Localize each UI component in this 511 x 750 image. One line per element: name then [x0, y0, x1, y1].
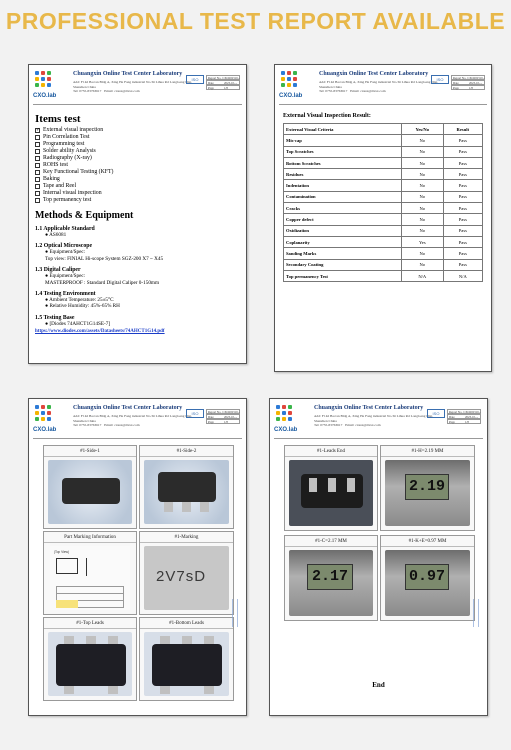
section-title: 1.2 Optical Microscope — [35, 243, 93, 250]
table-cell: Copper defect — [284, 214, 402, 225]
table-cell: Pass — [443, 203, 482, 214]
table-cell: Pass — [443, 248, 482, 259]
table-row — [284, 157, 483, 168]
photo-caption: #1-C=2.17 MM — [285, 536, 377, 547]
photo-caption: #1-Top Leads — [44, 618, 136, 629]
report-header — [33, 65, 242, 105]
chip-photo — [289, 460, 373, 526]
iso-badge: ISO — [186, 75, 204, 84]
bullet: ● Equipment/Spec: — [45, 273, 86, 280]
diagram-title: (Top View) — [54, 550, 69, 554]
table-cell: Top permanency Test — [284, 270, 402, 281]
report-header — [279, 65, 487, 105]
table-row — [284, 259, 483, 270]
test-item-label: External visual inspection — [43, 127, 104, 133]
caliper-reading: 2.17 — [307, 564, 353, 590]
table-cell: Coplanarity — [284, 236, 402, 247]
caliper-photo — [385, 460, 470, 526]
section-title: 1.1 Applicable Standard — [35, 226, 95, 232]
section-title: 1.5 Testing Base — [35, 314, 75, 321]
table-cell: No — [401, 248, 443, 259]
photo-caliper-h — [380, 445, 475, 531]
test-item-label: Internal visual inspection — [43, 190, 102, 196]
test-item-label: Tape and Reel — [43, 183, 77, 189]
test-item — [35, 141, 240, 148]
photo-bottom-leads — [139, 617, 234, 701]
table-cell: Pass — [443, 146, 482, 157]
lab-address: Add: Fl 4# Bao'an Bldg A, Xing He Fang industrial No.3# Lihua Rd LongGang Dist. Shenzhen China Tel: 0755-83763617 Email: cxtest@dxxx.com — [314, 414, 434, 427]
photo-marking — [139, 531, 234, 615]
bullet-detail: Top view: FINIAL Hi-scope System SGZ-200 X7 ~ X45 — [45, 255, 164, 262]
test-item — [35, 169, 240, 176]
checkbox-icon — [35, 163, 40, 168]
test-item-label: Pin Correlation Test — [43, 134, 90, 140]
caliper-reading: 0.97 — [405, 564, 449, 590]
table-cell: No — [401, 203, 443, 214]
marking-diagram — [50, 546, 130, 610]
checkbox-icon — [35, 156, 40, 161]
lab-logo-icon — [35, 405, 59, 429]
report-header — [33, 399, 242, 439]
chip-photo — [144, 460, 229, 524]
datasheet-link[interactable]: https://www.diodes.com/assets/Datasheets/74AHCT1G14.pdf — [35, 329, 165, 335]
test-item — [35, 190, 240, 197]
items-test-title: Items test — [35, 113, 81, 125]
report-meta: Report No. CXO202310... Date 2023-10-... Page 1/8 — [208, 410, 240, 424]
methods-title: Methods & Equipment — [35, 210, 134, 221]
checkbox-icon — [35, 191, 40, 196]
photo-top-leads — [43, 617, 137, 701]
test-item-label: Key Functional Testing (KFT) — [43, 169, 114, 175]
table-cell: Pass — [443, 225, 482, 236]
photo-caption: Part Marking Information — [44, 532, 136, 543]
report-meta: Report No. CXO202310... Date 2023-10-... Page 1/8 — [208, 76, 240, 90]
lab-address: Add: Fl 4# Bao'an Bldg A, Xing He Fang industrial No.3# Lihua Rd LongGang Dist. Shenzhen China Tel: 0755-83763617 Email: cxtest@dxxx.com — [73, 80, 193, 93]
section-title: 1.3 Digital Caliper — [35, 267, 81, 274]
photo-caption: #1-Marking — [140, 532, 233, 543]
logo-text: CXO.lab — [279, 93, 303, 99]
table-row — [284, 146, 483, 157]
checkbox-icon — [35, 184, 40, 189]
table-row — [284, 191, 483, 202]
table-row — [284, 180, 483, 191]
table-cell: Pass — [443, 236, 482, 247]
table-row — [284, 214, 483, 225]
photo-side-1 — [43, 445, 137, 529]
caliper-photo — [385, 550, 470, 616]
chip-photo — [48, 632, 132, 696]
photo-caption: #1-H=2.19 MM — [381, 446, 474, 457]
lab-title: Chuangxin Online Test Center Laboratory — [73, 71, 183, 77]
report-page-4 — [269, 398, 488, 716]
items-list — [35, 127, 240, 204]
test-item — [35, 127, 240, 134]
table-cell: No — [401, 191, 443, 202]
caliper-reading: 2.19 — [405, 474, 449, 500]
inspection-result-title: External Visual Inspection Result: — [283, 113, 371, 119]
lab-logo-icon — [281, 71, 305, 95]
table-cell: Oxidization — [284, 225, 402, 236]
part-marking-info — [43, 531, 137, 615]
chip-photo — [144, 632, 229, 696]
table-cell: N/A — [443, 270, 482, 281]
table-row — [284, 270, 483, 281]
table-cell: Pass — [443, 191, 482, 202]
bullet: ● Ambient Temperature: 25±5°C — [45, 297, 114, 304]
table-header: Yes/No — [401, 124, 443, 135]
report-page-2 — [274, 64, 492, 372]
photo-caption: #1-Side-1 — [44, 446, 136, 457]
photo-caption: #1-Leads End — [285, 446, 377, 457]
bullet: ● [Diodes 74AHCT1G14SE-7] — [45, 320, 111, 327]
test-item — [35, 148, 240, 155]
marking-photo — [144, 546, 229, 610]
lab-address: Add: Fl 4# Bao'an Bldg A, Xing He Fang industrial No.3# Lihua Rd LongGang Dist. Shenzhen China Tel: 0755-83763617 Email: cxtest@dxxx.com — [319, 80, 439, 93]
checkbox-icon — [35, 177, 40, 182]
caliper-photo — [289, 550, 373, 616]
photo-side-2 — [139, 445, 234, 529]
bullet: ● Equipment/Spec: — [45, 249, 86, 256]
iso-badge: ISO — [427, 409, 445, 418]
test-item-label: ROHS test — [43, 162, 68, 168]
report-page-1 — [28, 64, 247, 364]
test-item — [35, 197, 240, 204]
table-cell: Pass — [443, 135, 482, 146]
checkbox-icon — [35, 198, 40, 203]
table-cell: Pass — [443, 180, 482, 191]
test-item — [35, 155, 240, 162]
lab-logo-icon — [35, 71, 59, 95]
page-edge-mark — [473, 599, 479, 627]
chip-photo — [48, 460, 132, 524]
table-cell: Indentation — [284, 180, 402, 191]
logo-text: CXO.lab — [274, 427, 298, 433]
table-cell: Pass — [443, 259, 482, 270]
checkbox-icon — [35, 142, 40, 147]
test-item — [35, 134, 240, 141]
checkbox-icon — [35, 170, 40, 175]
photo-leads-end — [284, 445, 378, 531]
table-cell: No — [401, 135, 443, 146]
table-cell: No — [401, 157, 443, 168]
table-row — [284, 236, 483, 247]
marking-text: 2V7sD — [156, 568, 207, 585]
table-cell: No — [401, 259, 443, 270]
table-cell: Secondary Coating — [284, 259, 402, 270]
photo-caption: #1-K+E=0.97 MM — [381, 536, 474, 547]
lab-title: Chuangxin Online Test Center Laboratory — [314, 405, 424, 411]
test-item-label: Top permanency test — [43, 197, 92, 203]
table-row — [284, 203, 483, 214]
iso-badge: ISO — [186, 409, 204, 418]
bullet: ● AS6081 — [45, 232, 67, 238]
table-cell: No — [401, 225, 443, 236]
table-cell: Pass — [443, 169, 482, 180]
table-header: External Visual Criteria — [284, 124, 402, 135]
table-cell: Bottom Scratches — [284, 157, 402, 168]
table-cell: Yes — [401, 236, 443, 247]
photo-caption: #1-Side-2 — [140, 446, 233, 457]
test-item-label: Programming test — [43, 141, 85, 147]
table-cell: Top Scratches — [284, 146, 402, 157]
table-row — [284, 135, 483, 146]
photo-caption: #1-Bottom Leads — [140, 618, 233, 629]
table-row — [284, 169, 483, 180]
report-header — [274, 399, 483, 439]
bullet: ● Relative Humidity: 45%-65% RH — [45, 303, 120, 310]
table-cell: N/A — [401, 270, 443, 281]
promo-banner: PROFESSIONAL TEST REPORT AVAILABLE — [5, 8, 506, 34]
lab-title: Chuangxin Online Test Center Laboratory — [73, 405, 183, 411]
table-header: Result — [443, 124, 482, 135]
report-meta: Report No. CXO202310... Date 2023-10-... Page 1/8 — [449, 410, 481, 424]
table-cell: No — [401, 169, 443, 180]
measurement-grid — [284, 445, 473, 625]
photo-grid — [43, 445, 232, 705]
test-item — [35, 176, 240, 183]
iso-badge: ISO — [431, 75, 449, 84]
checkbox-icon — [35, 135, 40, 140]
page-edge-mark — [232, 599, 238, 627]
table-row — [284, 248, 483, 259]
photo-caliper-c — [284, 535, 378, 621]
lab-title: Chuangxin Online Test Center Laboratory — [319, 71, 429, 77]
section-title: 1.4 Testing Environment — [35, 291, 96, 298]
test-item — [35, 183, 240, 190]
table-cell: No — [401, 146, 443, 157]
table-cell: Cracks — [284, 203, 402, 214]
table-cell: Contamination — [284, 191, 402, 202]
test-item — [35, 162, 240, 169]
inspection-table — [283, 123, 483, 282]
logo-text: CXO.lab — [33, 427, 57, 433]
table-cell: Pass — [443, 157, 482, 168]
photo-caliper-ke — [380, 535, 475, 621]
table-row — [284, 225, 483, 236]
table-cell: No — [401, 180, 443, 191]
lab-address: Add: Fl 4# Bao'an Bldg A, Xing He Fang industrial No.3# Lihua Rd LongGang Dist. Shenzhen China Tel: 0755-83763617 Email: cxtest@dxxx.com — [73, 414, 193, 427]
checked-box-icon: ✓ — [36, 128, 41, 133]
report-end-label: End — [372, 681, 385, 689]
test-item-label: Solder ability Analysis — [43, 148, 96, 154]
test-item-label: Radiography (X-ray) — [43, 155, 92, 161]
table-cell: No — [401, 214, 443, 225]
table-cell: Residues — [284, 169, 402, 180]
table-cell: Sanding Marks — [284, 248, 402, 259]
report-page-3 — [28, 398, 247, 716]
table-cell: Mis-cap — [284, 135, 402, 146]
table-cell: Pass — [443, 214, 482, 225]
lab-logo-icon — [276, 405, 300, 429]
logo-text: CXO.lab — [33, 93, 57, 99]
bullet-detail: MASTERPROOF : Standard Digital Caliper 0-150mm — [45, 279, 159, 286]
report-meta: Report No. CXO202310... Date 2023-10-... Page 1/8 — [453, 76, 485, 90]
checkbox-icon — [35, 149, 40, 154]
test-item-label: Baking — [43, 176, 60, 182]
